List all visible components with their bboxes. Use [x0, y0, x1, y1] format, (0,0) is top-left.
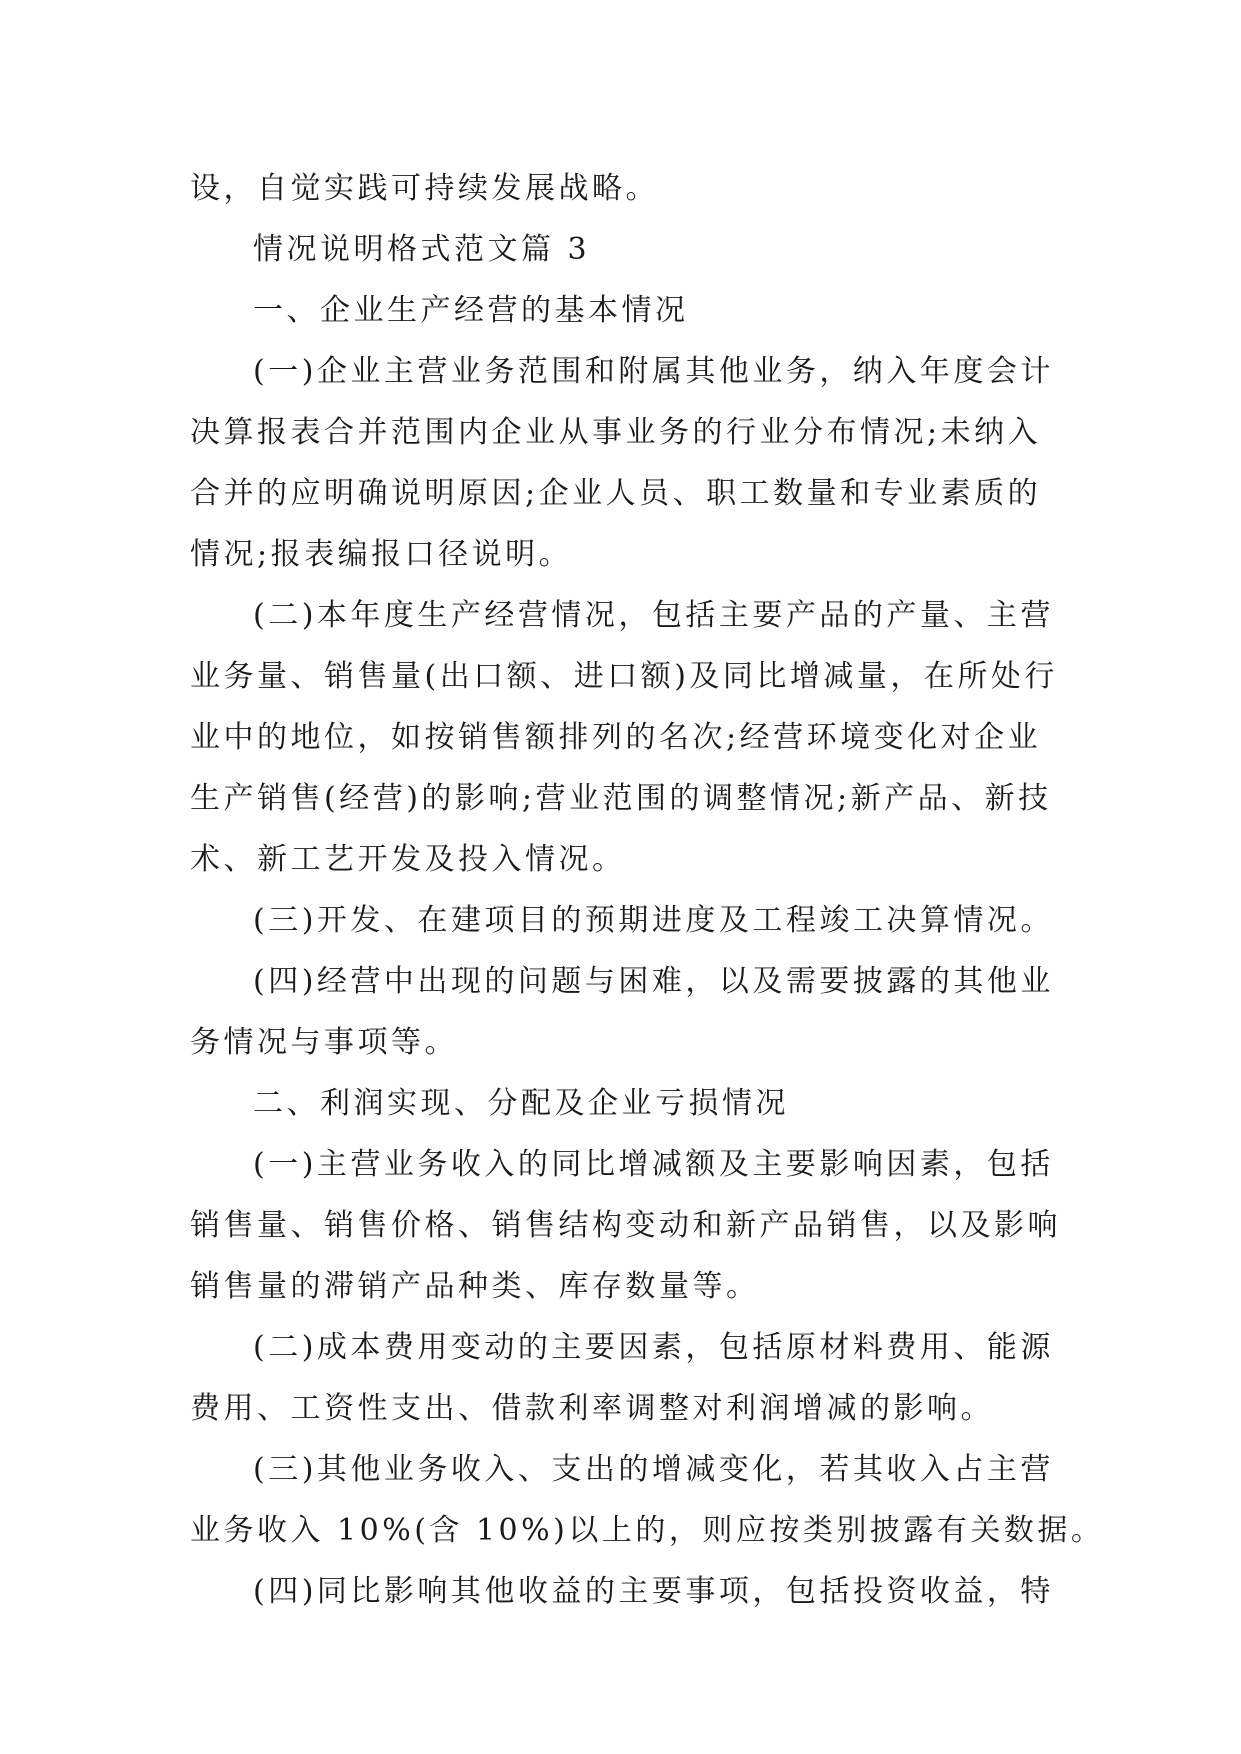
paragraph-line: 术、新工艺开发及投入情况。 [190, 842, 626, 877]
paragraph-line: 生产销售(经营)的影响;营业范围的调整情况;新产品、新技 [190, 781, 1052, 816]
paragraph-line: (一)主营业务收入的同比增减额及主要影响因素，包括 [253, 1147, 1054, 1182]
paragraph-line: 设，自觉实践可持续发展战略。 [190, 171, 659, 206]
section-heading: 一、企业生产经营的基本情况 [253, 293, 689, 328]
paragraph-line: (三)开发、在建项目的预期进度及工程竣工决算情况。 [253, 903, 1054, 938]
paragraph-line: 业务量、销售量(出口额、进口额)及同比增减量，在所处行 [190, 659, 1058, 694]
paragraph-line: 合并的应明确说明原因;企业人员、职工数量和专业素质的 [190, 476, 1042, 511]
paragraph-line: (四)同比影响其他收益的主要事项，包括投资收益，特 [253, 1574, 1054, 1609]
paragraph-line: 费用、工资性支出、借款利率调整对利润增减的影响。 [190, 1391, 994, 1426]
document-body [190, 158, 1105, 1622]
paragraph-line: 情况;报表编报口径说明。 [190, 537, 573, 572]
paragraph-line: (四)经营中出现的问题与困难，以及需要披露的其他业 [253, 964, 1054, 999]
paragraph-line: 业务收入 10%(含 10%)以上的，则应按类别披露有关数据。 [190, 1513, 1105, 1548]
paragraph-line: (二)成本费用变动的主要因素，包括原材料费用、能源 [253, 1330, 1054, 1365]
section-heading: 二、利润实现、分配及企业亏损情况 [253, 1086, 789, 1121]
paragraph-line: 务情况与事项等。 [190, 1025, 458, 1060]
paragraph-line: (三)其他业务收入、支出的增减变化，若其收入占主营 [253, 1452, 1054, 1487]
paragraph-line: 业中的地位，如按销售额排列的名次;经营环境变化对企业 [190, 720, 1042, 755]
paragraph-line: 销售量、销售价格、销售结构变动和新产品销售，以及影响 [190, 1208, 1061, 1243]
paragraph-line: (一)企业主营业务范围和附属其他业务，纳入年度会计 [253, 354, 1054, 389]
paragraph-line: 决算报表合并范围内企业从事业务的行业分布情况;未纳入 [190, 415, 1042, 450]
paragraph-line: 销售量的滞销产品种类、库存数量等。 [190, 1269, 760, 1304]
paragraph-line: (二)本年度生产经营情况，包括主要产品的产量、主营 [253, 598, 1054, 633]
section-title: 情况说明格式范文篇 3 [253, 232, 591, 267]
